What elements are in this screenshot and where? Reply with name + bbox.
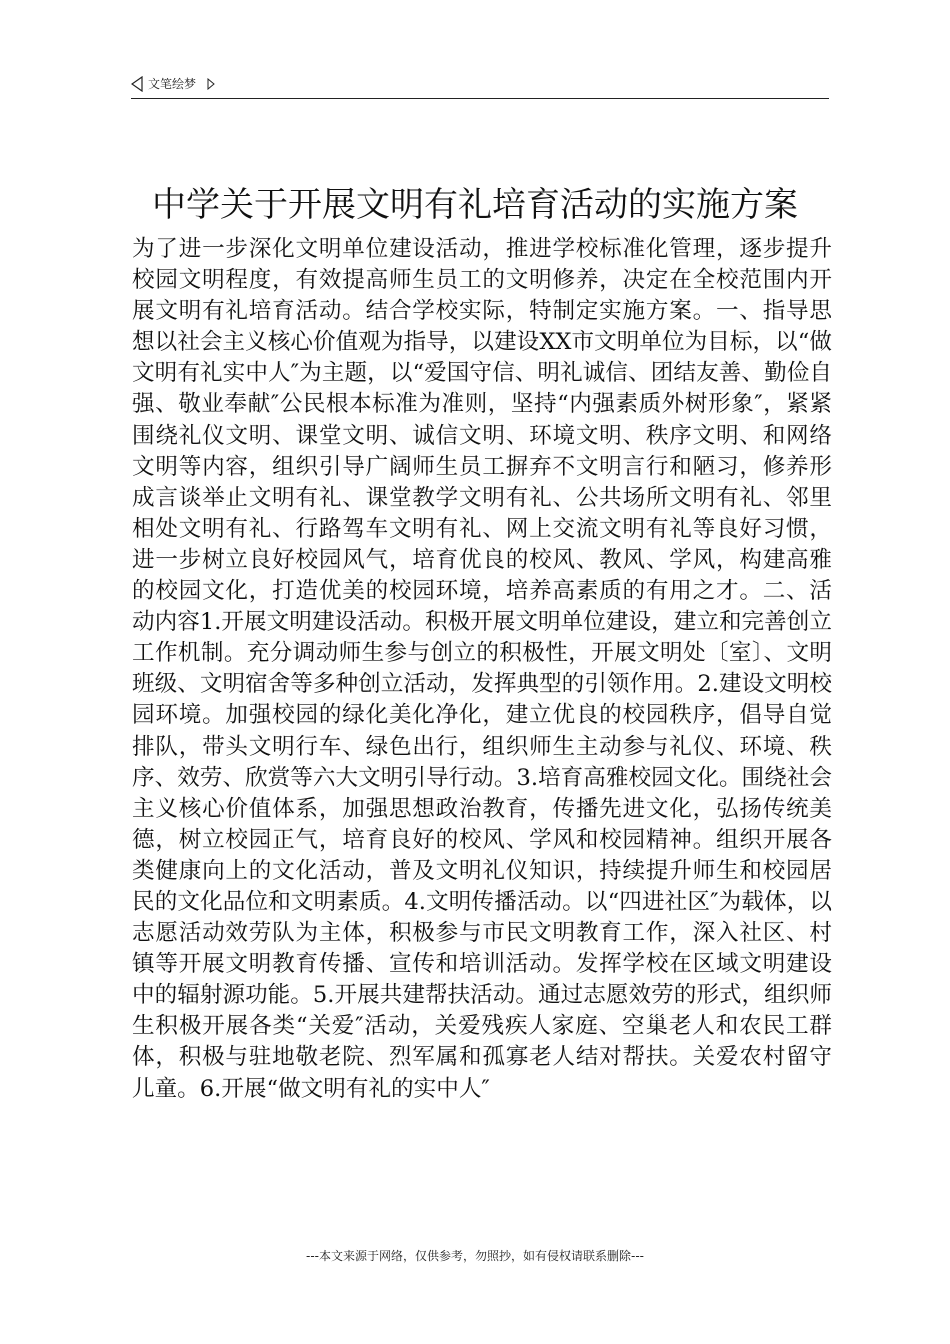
header-label: 文笔绘梦 [148, 77, 197, 91]
document-title: 中学关于开展文明有礼培育活动的实施方案 [152, 185, 798, 225]
document-body: 为了进一步深化文明单位建设活动，推进学校标准化管理，逐步提升校园文明程度，有效提高师生员工的文明修养，决定在全校范围内开展文明有礼培育活动。结合学校实际，特制定实施方案。一、指导思想以社会主义核心价值观为指导，以建设XX市文明单位为目标，以“做文明有礼实中人″为主题，以“爱国守信、明礼诚信、团结友善、勤俭自强、敬业奉献″公民根本标准为准则，坚持“内强素质外树形象″，紧紧围绕礼仪文明、课堂文明、诚信文明、环境文明、秩序文明、和网络文明等内容，组织引导广阔师生员工摒弃不文明言行和陋习，修养形成言谈举止文明有礼、课堂教学文明有礼、公共场所文明有礼、邻里相处文明有礼、行路驾车文明有礼、网上交流文明有礼等良好习惯，进一步树立良好校园风气，培育优良的校风、教风、学风，构建高雅的校园文化，打造优美的校园环境，培养高素质的有用之才。二、活动内容1.开展文明建设活动。积极开展文明单位建设，建立和完善创立工作机制。充分调动师生参与创立的积极性，开展文明处〔室〕、文明班级、文明宿舍等多种创立活动，发挥典型的引领作用。2.建设文明校园环境。加强校园的绿化美化净化，建立优良的校园秩序，倡导自觉排队，带头文明行车、绿色出行，组织师生主动参与礼仪、环境、秩序、效劳、欣赏等六大文明引导行动。3.培育高雅校园文化。围绕社会主义核心价值体系，加强思想政治教育，传播先进文化，弘扬传统美德，树立校园正气，培育良好的校风、学风和校园精神。组织开展各类健康向上的文化活动，普及文明礼仪知识，持续提升师生和校园居民的文化品位和文明素质。4.文明传播活动。以“四进社区″为载体，以志愿活动效劳队为主体，积极参与市民文明教育工作，深入社区、村镇等开展文明教育传播、宣传和培训活动。发挥学校在区域文明建设中的辐射源功能。5.开展共建帮扶活动。通过志愿效劳的形式，组织师生积极开展各类“关爱″活动，关爱残疾人家庭、空巢老人和农民工群体，积极与驻地敬老院、烈军属和孤寡老人结对帮扶。关爱农村留守儿童。6.开展“做文明有礼的实中人″ [132, 236, 832, 1102]
triangle-left-outline-icon [131, 76, 143, 92]
triangle-right-outline-icon [207, 78, 215, 90]
page-header [131, 74, 829, 99]
footer-disclaimer: ---本文来源于网络，仅供参考，勿照抄，如有侵权请联系删除--- [306, 1249, 644, 1263]
header-label-group [131, 74, 215, 94]
